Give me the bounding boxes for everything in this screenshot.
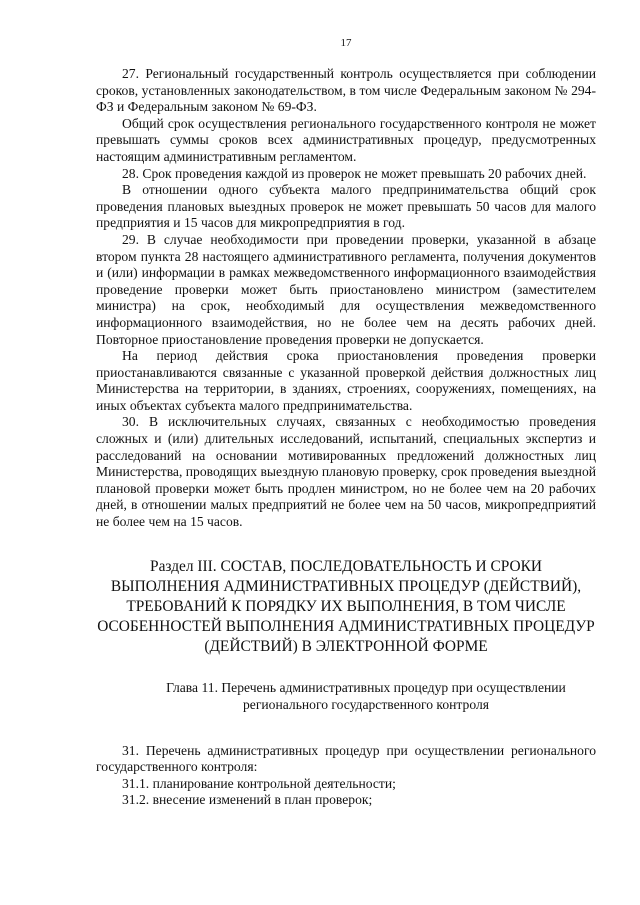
paragraph-28: 28. Срок проведения каждой из проверок не может превышать 20 рабочих дней. (122, 165, 587, 181)
paragraph-27: 27. Региональный государственный контроль осуществляется при соблюдении сроков, установленных законодательством, в том числе Федеральным законом № 294-ФЗ и Федеральным законом № 69-ФЗ. (96, 66, 596, 115)
paragraph-suspension: На период действия срока приостановления проведения проверки приостанавливаются связанные с указанной проверкой действия должностных лиц Министерства на территории, в зданиях, строениях, сооружениях, помещениях, на иных объектах субъекта малого предпринимательства. (96, 348, 596, 413)
page-number: 17 (340, 37, 352, 49)
paragraph-31: 31. Перечень административных процедур при осуществлении регионального государственного контроля: (96, 742, 596, 775)
paragraph-29: 29. В случае необходимости при проведении проверки, указанной в абзаце втором пункта 28 настоящего административного регламента, получения документов и (или) информации в рамках межведомственного информационного взаимодействия проведение проверки может быть приостановлено министром (заместителем министра) на срок, необходимый для осуществления межведомственного информационного взаимодействия, но не более чем на десять рабочих дней. Повторное приостановление проведения проверки не допускается. (96, 231, 596, 347)
paragraph-general-term: Общий срок осуществления регионального государственного контроля не может превышать суммы сроков всех административных процедур, предусмотренных настоящим административным регламентом. (96, 115, 596, 164)
list-item: 31.1. планирование контрольной деятельности; (122, 775, 396, 791)
list-item: 31.2. внесение изменений в план проверок; (122, 792, 373, 808)
section-title: Раздел III. СОСТАВ, ПОСЛЕДОВАТЕЛЬНОСТЬ И СРОКИ ВЫПОЛНЕНИЯ АДМИНИСТРАТИВНЫХ ПРОЦЕДУР (ДЕЙСТВИЙ), ТРЕБОВАНИЙ К ПОРЯДКУ ИХ ВЫПОЛНЕНИЯ, В ТОМ ЧИСЛЕ ОСОБЕННОСТЕЙ ВЫПОЛНЕНИЯ АДМИНИСТРАТИВНЫХ ПРОЦЕДУР (ДЕЙСТВИЙ) В ЭЛЕКТРОННОЙ ФОРМЕ (97, 557, 595, 655)
paragraph-small-business-term: В отношении одного субъекта малого предпринимательства общий срок проведения плановых выездных проверок не может превышать 50 часов для малого предприятия и 15 часов для микропредприятия в год. (96, 182, 596, 231)
paragraph-30: 30. В исключительных случаях, связанных с необходимостью проведения сложных и (или) длительных исследований, испытаний, специальных экспертиз и расследований на основании мотивированных предложений должностных лиц Министерства, проводящих выездную плановую проверку, срок проведения выездной плановой проверки может быть продлен министром, но не более чем на 20 рабочих дней, в отношении малых предприятий не более чем на 50 часов, микропредприятий не более чем на 15 часов. (96, 414, 597, 530)
chapter-title: Глава 11. Перечень административных процедур при осуществлении регионального государственного контроля (166, 679, 566, 712)
